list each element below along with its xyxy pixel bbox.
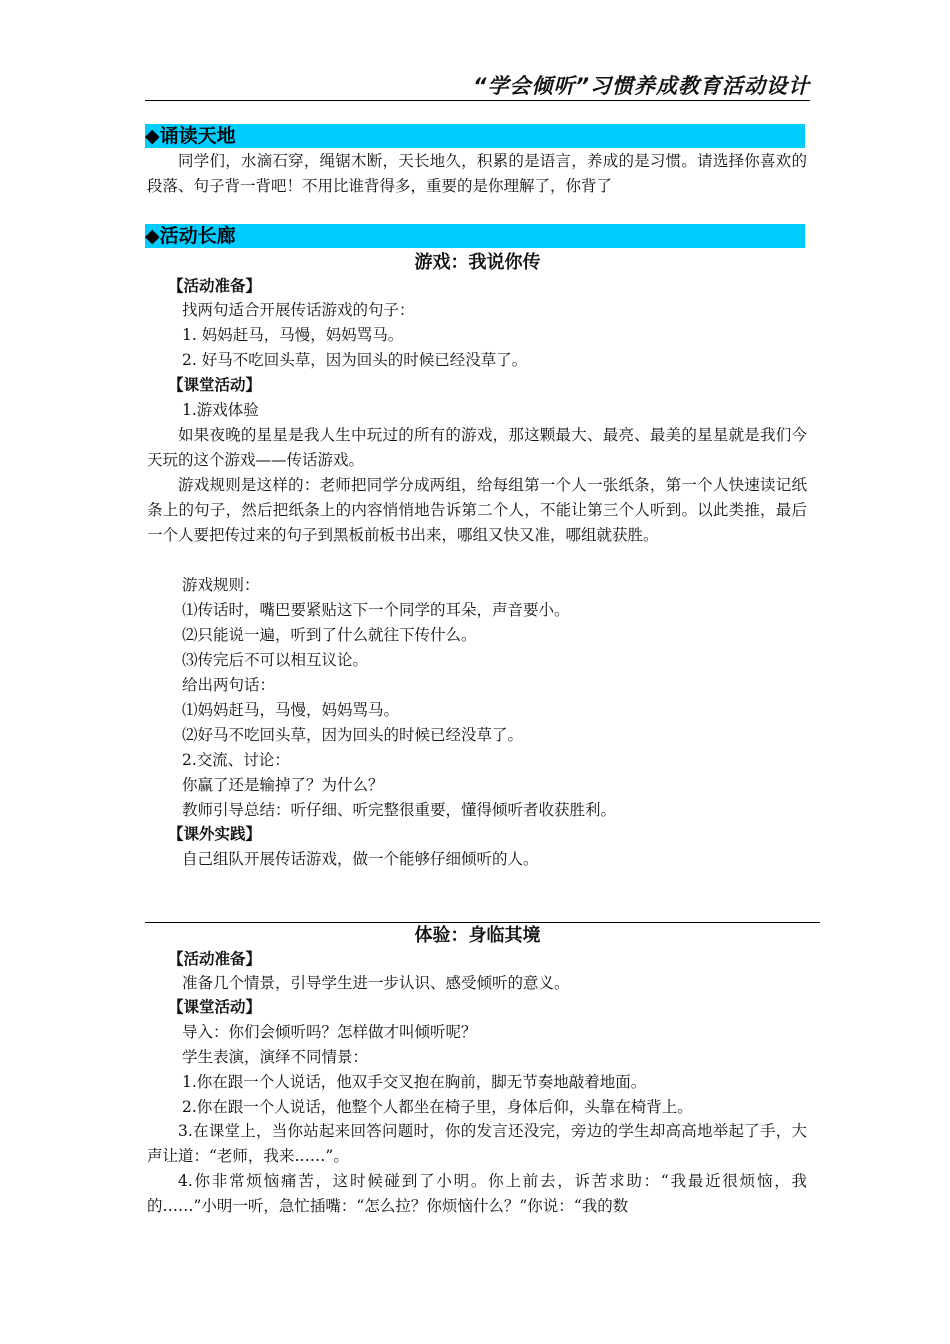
experience-scene-3: 3.在课堂上，当你站起来回答问题时，你的发言还没完，旁边的学生却高高地举起了手，大声让道：“老师，我来……”。	[147, 1122, 807, 1165]
experience-class-label: 【课堂活动】	[168, 998, 262, 1016]
game-step-2: 2.交流、讨论：	[182, 751, 290, 769]
game-prep-label: 【活动准备】	[168, 277, 262, 295]
experience-perform: 学生表演，演绎不同情景：	[182, 1048, 369, 1066]
game-sentences-label: 给出两句话：	[182, 676, 276, 694]
game-rules-label: 游戏规则：	[182, 576, 260, 594]
game-question: 你赢了还是输掉了？为什么？	[182, 776, 384, 794]
experience-scene-1: 1.你在跟一个人说话，他双手交叉抱在胸前，脚无节奏地敲着地面。	[182, 1073, 647, 1091]
experience-scene-2: 2.你在跟一个人说话，他整个人都坐在椅子里，身体后仰，头靠在椅背上。	[182, 1098, 693, 1116]
running-header: “学会倾听”习惯养成教育活动设计	[472, 74, 810, 98]
experience-intro: 导入：你们会倾听吗？怎样做才叫倾听呢？	[182, 1023, 477, 1041]
section-band-recite: ◆诵读天地	[145, 124, 805, 148]
game-prep-line-3: 2. 好马不吃回头草，因为回头的时候已经没草了。	[182, 351, 528, 369]
game-practice-label: 【课外实践】	[168, 825, 262, 843]
game-paragraph-1: 如果夜晚的星星是我人生中玩过的所有的游戏，那这颗最大、最亮、最美的星星就是我们今天玩的这个游戏——传话游戏。	[147, 426, 807, 469]
section-divider	[145, 922, 820, 923]
game-title: 游戏：我说你传	[414, 252, 541, 273]
game-sentence-1: ⑴妈妈赶马，马慢，妈妈骂马。	[182, 701, 400, 719]
game-prep-line-2: 1. 妈妈赶马，马慢，妈妈骂马。	[182, 326, 404, 344]
experience-prep-label: 【活动准备】	[168, 950, 262, 968]
game-step-1: 1.游戏体验	[182, 401, 259, 419]
section-band-gallery: ◆活动长廊	[145, 224, 805, 248]
game-practice: 自己组队开展传话游戏，做一个能够仔细倾听的人。	[182, 850, 539, 868]
experience-scene-4: 4.你非常烦恼痛苦，这时候碰到了小明。你上前去，诉苦求助：“我最近很烦恼，我的……”小明一听，急忙插嘴：“怎么拉？你烦恼什么？”你说：“我的数	[147, 1172, 807, 1215]
experience-prep: 准备几个情景，引导学生进一步认识、感受倾听的意义。	[182, 974, 570, 992]
game-summary: 教师引导总结：听仔细、听完整很重要，懂得倾听者收获胜利。	[182, 801, 617, 819]
game-rule-3: ⑶传完后不可以相互议论。	[182, 651, 369, 669]
experience-title: 体验：身临其境	[414, 925, 541, 946]
game-rule-2: ⑵只能说一遍，听到了什么就往下传什么。	[182, 626, 477, 644]
game-class-label: 【课堂活动】	[168, 376, 262, 394]
header-rule	[145, 100, 810, 101]
game-sentence-2: ⑵好马不吃回头草，因为回头的时候已经没草了。	[182, 726, 524, 744]
game-prep-line-1: 找两句适合开展传话游戏的句子：	[182, 301, 415, 319]
game-rule-1: ⑴传话时，嘴巴要紧贴这下一个同学的耳朵，声音要小。	[182, 601, 570, 619]
recite-paragraph: 同学们，水滴石穿，绳锯木断，天长地久，积累的是语言，养成的是习惯。请选择你喜欢的段落、句子背一背吧！不用比谁背得多，重要的是你理解了，你背了	[147, 152, 807, 195]
game-paragraph-2: 游戏规则是这样的：老师把同学分成两组，给每组第一个人一张纸条，第一个人快速读记纸条上的句子，然后把纸条上的内容悄悄地告诉第二个人，不能让第三个人听到。以此类推，最后一个人要把传过来的句子到黑板前板书出来，哪组又快又准，哪组就获胜。	[147, 476, 807, 544]
